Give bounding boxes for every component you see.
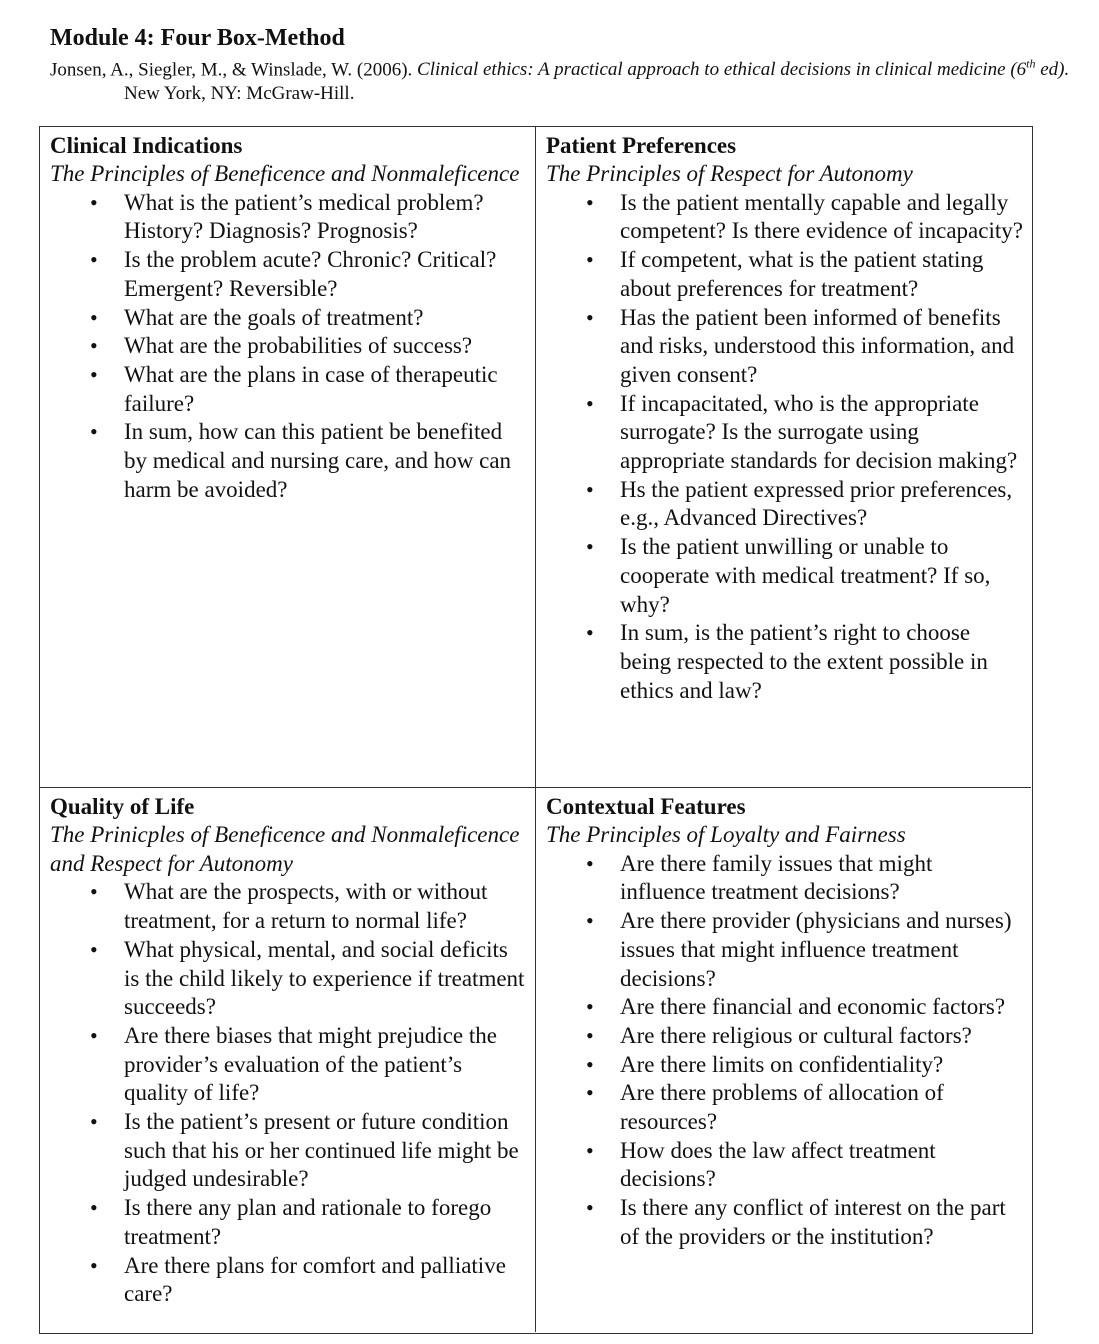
- bullet-icon: •: [90, 1109, 98, 1135]
- list-item-text: In sum, how can this patient be benefited by medical and nursing care, and how can harm be avoided?: [124, 419, 512, 502]
- list-item: [50, 418, 527, 504]
- list-item-text: What is the patient’s medical problem? History? Diagnosis? Prognosis?: [124, 189, 484, 244]
- list-item-text: Are there family issues that might influence treatment decisions?: [620, 850, 933, 905]
- bullet-icon: •: [90, 304, 98, 330]
- box-title: Patient Preferences: [546, 133, 737, 158]
- list-item-text: Is there any plan and rationale to forego treatment?: [124, 1195, 492, 1249]
- list-item: [50, 1022, 527, 1108]
- list-item: [50, 1194, 527, 1251]
- bullet-icon: •: [90, 361, 98, 387]
- list-item: [546, 619, 1023, 705]
- box-subtitle: The Principles of Beneficence and Nonmaleficence: [50, 161, 520, 186]
- citation-edition-sup: th: [1026, 57, 1036, 71]
- bullet-icon: •: [90, 333, 98, 359]
- bullet-icon: •: [586, 534, 594, 560]
- list-item: [50, 246, 527, 303]
- box-clinical-indications: [40, 127, 536, 788]
- list-item-text: What are the prospects, with or without treatment, for a return to normal life?: [124, 879, 488, 934]
- bullet-icon: •: [90, 1252, 98, 1278]
- list-item: [546, 476, 1023, 533]
- box-title: Contextual Features: [546, 794, 746, 819]
- box-quality-of-life: [40, 788, 536, 1332]
- bullet-icon: •: [586, 1195, 594, 1221]
- list-item: [546, 993, 1023, 1022]
- list-item-text: Are there provider (physicians and nurses) issues that might influence treatment decisions?: [620, 908, 1012, 991]
- list-item-text: If incapacitated, who is the appropriate surrogate? Is the surrogate using appropriate standards for decision making?: [620, 390, 1018, 474]
- list-item-text: Is the problem acute? Chronic? Critical? Emergent? Reversible?: [124, 247, 497, 301]
- bullet-icon: •: [586, 620, 594, 646]
- list-item: [546, 1194, 1023, 1251]
- list-item: [50, 1108, 527, 1194]
- list-item-text: Is the patient’s present or future condition such that his or her continued life might be judged undesirable?: [124, 1109, 519, 1192]
- citation-publisher: New York, NY: McGraw-Hill.: [124, 83, 355, 105]
- list-item-text: If competent, what is the patient stating about preferences for treatment?: [620, 247, 984, 301]
- list-item-text: What are the goals of treatment?: [124, 304, 424, 330]
- question-list: [546, 189, 1023, 706]
- list-item: [546, 304, 1023, 390]
- list-item: [546, 1079, 1023, 1136]
- box-contextual-features: [536, 788, 1031, 1332]
- list-item: [50, 1252, 527, 1309]
- bullet-icon: •: [586, 1137, 594, 1163]
- list-item: [546, 907, 1023, 993]
- list-item-text: In sum, is the patient’s right to choose being respected to the extent possible in ethics and law?: [620, 620, 988, 703]
- bullet-icon: •: [90, 419, 98, 445]
- list-item-text: Are there plans for comfort and palliative care?: [124, 1252, 506, 1307]
- question-list: [50, 189, 527, 505]
- list-item-text: Is the patient mentally capable and legally competent? Is there evidence of incapacity?: [620, 189, 1023, 244]
- list-item-text: Are there problems of allocation of resources?: [620, 1080, 944, 1135]
- list-item-text: What are the plans in case of therapeutic failure?: [124, 361, 498, 416]
- list-item: [50, 304, 527, 333]
- list-item: [546, 1051, 1023, 1080]
- list-item: [50, 189, 527, 246]
- list-item-text: Is there any conflict of interest on the part of the providers or the institution?: [620, 1195, 1006, 1249]
- list-item-text: What are the probabilities of success?: [124, 333, 473, 359]
- bullet-icon: •: [586, 994, 594, 1020]
- list-item: [50, 878, 527, 935]
- bullet-icon: •: [586, 1080, 594, 1106]
- four-box-grid: [39, 126, 1033, 1334]
- box-title: Quality of Life: [50, 794, 195, 819]
- bullet-icon: •: [90, 1195, 98, 1221]
- bullet-icon: •: [90, 879, 98, 905]
- citation: [50, 52, 1099, 106]
- list-item: [546, 189, 1023, 246]
- list-item-text: Hs the patient expressed prior preferences, e.g., Advanced Directives?: [620, 476, 1013, 531]
- bullet-icon: •: [586, 908, 594, 934]
- list-item-text: Are there biases that might prejudice the provider’s evaluation of the patient’s quality of life?: [124, 1022, 497, 1106]
- bullet-icon: •: [90, 247, 98, 273]
- bullet-icon: •: [586, 247, 594, 273]
- question-list: [50, 878, 527, 1309]
- page-title: Module 4: Four Box-Method: [50, 25, 345, 51]
- list-item: [546, 390, 1023, 476]
- bullet-icon: •: [90, 189, 98, 215]
- list-item: [546, 850, 1023, 907]
- box-subtitle: The Prinicples of Beneficence and Nonmaleficence and Respect for Autonomy: [50, 822, 520, 876]
- list-item: [50, 361, 527, 418]
- bullet-icon: •: [90, 1022, 98, 1048]
- bullet-icon: •: [90, 936, 98, 962]
- list-item: [546, 533, 1023, 619]
- list-item: [546, 246, 1023, 303]
- box-patient-preferences: [536, 127, 1031, 788]
- list-item-text: Is the patient unwilling or unable to cooperate with medical treatment? If so, why?: [620, 534, 991, 617]
- bullet-icon: •: [586, 390, 594, 416]
- bullet-icon: •: [586, 304, 594, 330]
- list-item-text: How does the law affect treatment decisions?: [620, 1137, 936, 1192]
- bullet-icon: •: [586, 1022, 594, 1048]
- box-subtitle: The Principles of Respect for Autonomy: [546, 161, 913, 186]
- question-list: [546, 850, 1023, 1252]
- citation-book-title: Clinical ethics: A practical approach to ethical decisions in clinical medicine (6th ed).: [417, 57, 1070, 81]
- list-item: [546, 1022, 1023, 1051]
- list-item: [50, 936, 527, 1022]
- list-item-text: Are there limits on confidentiality?: [620, 1051, 944, 1077]
- bullet-icon: •: [586, 850, 594, 876]
- citation-authors: Jonsen, A., Siegler, M., & Winslade, W. (2006).: [50, 59, 413, 81]
- bullet-icon: •: [586, 189, 594, 215]
- list-item: [50, 332, 527, 361]
- list-item: [546, 1137, 1023, 1194]
- bullet-icon: •: [586, 1051, 594, 1077]
- box-title: Clinical Indications: [50, 133, 243, 158]
- list-item-text: What physical, mental, and social deficits is the child likely to experience if treatment succeeds?: [124, 936, 525, 1020]
- bullet-icon: •: [586, 476, 594, 502]
- list-item-text: Are there financial and economic factors?: [620, 994, 1006, 1020]
- box-subtitle: The Principles of Loyalty and Fairness: [546, 822, 906, 847]
- list-item-text: Are there religious or cultural factors?: [620, 1022, 972, 1048]
- list-item-text: Has the patient been informed of benefits and risks, understood this information, and given consent?: [620, 304, 1015, 387]
